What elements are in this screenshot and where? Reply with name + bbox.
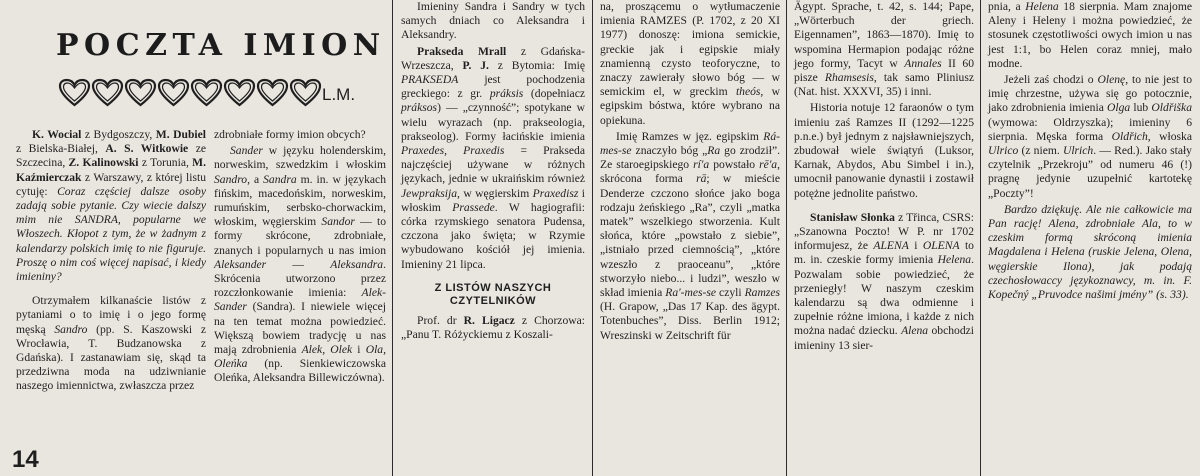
column-5 <box>794 0 974 353</box>
paragraph: Imię Ramzes w jęz. egipskim Rá-mes-se znaczyło bóg „Ra go zrodził”. Ze staroegipskiego rí'a powstało rē'a, skrócona forma rā; w mieście Denderze czczono słońce jako boga rodzaju żeńskiego „Ra”, czyli „matka matek” wszelkiego stworzenia. Kult słońca, które „powstało z siebie”, „istniało przed ciemnością”, „które wzeszło z praoceanu”, „które stworzyło niebo... i ludzi”, weszło w skład imienia Ra'-mes-se czyli Ramzes (H. Grapow, „Das 17 Kap. des ägypt. Totenbuches”, Diss. Berlin 1912; Wreszinski w Zeitschrift für <box>600 129 781 342</box>
column-6 <box>988 0 1192 302</box>
paragraph: Jeżeli zaś chodzi o Olenę, to nie jest to imię chrzestne, używa się go potocznie, jako zdrobnienia imienia Olga lub Oldřiška (wymowa: Oldrzyszka); imieniny 6 sierpnia. Męska forma Oldřich, włoska Ulrico (z niem. Ulrich. — Red.). Jako stały czytelnik „Przekroju” od numeru 46 (!) pragnę jedynie uzupełnić kartotekę „Poczty”! <box>988 73 1192 200</box>
heart-icon <box>256 78 289 108</box>
page-title: POCZTA IMION <box>56 28 386 63</box>
heart-icon <box>157 78 190 108</box>
paragraph: Otrzymałem kilkanaście listów z pytaniami o to imię i o jego formę męską Sandro (pp. S. Kaszowski z Wrocławia, T. Budzanowska z Gdańska). I zastanawiam się, skąd ta przedziwna moda na udziwnianie naszego imiennictwa, zwłaszcza przez <box>16 294 206 393</box>
column-rule-3 <box>786 0 787 476</box>
paragraph: K. Wocial z Bydgoszczy, M. Dubiel z Bielska-Białej, A. S. Witkowie ze Szczecina, Z. Kalinowski z Torunia, M. Kaźmierczak z Warszawy, z której listu cytuję: Coraz częściej dalsze osoby zadają sobie pytanie. Czy wiecie dalszy mim nie SANDRA, popularne we Włoszech. Kłopot z tym, że w żadnym z kalendarzy polskich imię to nie figuruje. Proszę o nim coś więcej napisać, i kiedy imieniny? <box>16 128 207 284</box>
column-rule-2 <box>592 0 593 476</box>
heart-icon <box>58 78 91 108</box>
column-rule-1 <box>392 0 393 476</box>
paragraph: Historia notuje 12 faraonów o tym imieniu zaś Ramzes II (1292—1225 p.n.e.) był jednym z najsławniejszych, zbudował wiele świątyń (Luksor, Karnak, Abydos, Abu Simbel i in.), umocnił panowanie dynastii i zostawił potężne jednolite państwo. <box>794 101 974 200</box>
heart-icon <box>124 78 157 108</box>
paragraph: Z LISTÓW NASZYCH CZYTELNIKÓW <box>434 281 552 307</box>
paragraph: Ägypt. Sprache, t. 42, s. 144; Pape, „Wörterbuch der griech. Eigennamen”, 1863—1870). Imię to wspomina Hermapion podając różne jego formy, Tacyt w Annales II 60 pisze Rhamsesis, tak samo Pliniusz (Nat. hist. XXXVI, 35) i inni. <box>794 0 974 99</box>
hearts-ornament <box>58 78 322 108</box>
author-initials: L.M. <box>322 85 356 104</box>
paragraph: na, proszącemu o wytłumaczenie imienia RAMZES (P. 1702, z 20 XI 1977) donoszę: imiona semickie, greckie jak i egipskie miały znamienną czysto teoforyczne, to znaczy zawierały słowo bóg — w semickim el, w greckim theós, w egipskim bóstwa, które wybrano na opiekuna. <box>600 0 781 127</box>
heart-icon <box>223 78 256 108</box>
column-1 <box>16 128 206 394</box>
heart-icon <box>190 78 223 108</box>
page-number: 14 <box>12 446 39 473</box>
paragraph: zdrobniałe formy imion obcych? <box>214 128 366 141</box>
paragraph: Stanisław Słonka z Třinca, CSRS: „Szanowna Poczto! W P. nr 1702 informujesz, że ALENA i OLENA to m. in. czeskie formy imienia Helena. Pozwalam sobie powiedzieć, że przeniegły! W naszym czeskim kalendarzu są dwa odmienne i zupełnie różne imiona, i każde z nich można nadać dziecku. Alena obchodzi imieniny 13 sier- <box>794 210 975 352</box>
column-4 <box>600 0 780 343</box>
paragraph: Bardzo dziękuję. Ale nie całkowicie ma Pan rację! Alena, zdrobniałe Ala, to w czeskim formą skróconą imienia Magdalena i Helena (ruskie Jelena, Olena, węgierskie Ilona), jak podają czechosłowaccy językoznawcy, m. in. F. Kopečný „Pruvodce našimi jmény” (s. 33). <box>988 202 1192 302</box>
paragraph: Imieniny Sandra i Sandry w tych samych dniach co Aleksandra i Aleksandry. <box>401 0 585 42</box>
heart-icon <box>91 78 124 108</box>
paragraph: pnia, a Helena 18 sierpnia. Mam znajome Aleny i Heleny i można powiedzieć, że stosunek częstotliwości owych imion u nas jest 1:1, bo Helen coraz mniej, mało modne. <box>988 0 1192 70</box>
paragraph: Sander w języku holenderskim, norweskim, szwedzkim i włoskim Sandro, a Sandra m. in. w językach fińskim, macedońskim, norweskim, rumuńskim, serbsko-chorwackim, włoskim, węgierskim Sandor — to formy skrócone, zdrobniałe, znanych i popularnych u nas imion Aleksander — Aleksandra. Skrócenia utworzono przez rozczłonkowanie imienia: Alek-Sander (Sandra). I niewiele więcej na ten temat można powiedzieć. Większą bowiem tradycję u nas mają zdrobnienia Alek, Olek i Ola, Oleńka (np. Sienkiewiczowska Oleńka, Aleksandra Billewiczówna). <box>214 144 387 385</box>
paragraph: Prof. dr R. Ligacz z Chorzowa: „Panu T. Różyckiemu z Koszali- <box>401 313 585 342</box>
paragraph: Prakseda Mrall z Gdańska-Wrzeszcza, P. J. z Bytomia: Imię PRAKSEDA jest pochodzenia greckiego: z gr. práksis (dopełniacz práksos) — „czynność”; spotykane w wielu wyrazach (np. prakseologia, prakseolog). Formy łacińskie imienia Praxedes, Praxedis = Prakseda najczęściej używane w różnych językach, jednie w ukraińskim również Jewpraksija, w węgierskim Praxedisz i włoskim Prassede. W hagiografii: córka rzymskiego senatora Pudensa, czczona jako święta; w Rzymie wybudowano kościół jej imienia. Imieniny 21 lipca. <box>401 44 585 271</box>
column-rule-4 <box>980 0 981 476</box>
column-2 <box>214 128 386 386</box>
column-3 <box>401 0 585 342</box>
heart-icon <box>289 78 322 108</box>
